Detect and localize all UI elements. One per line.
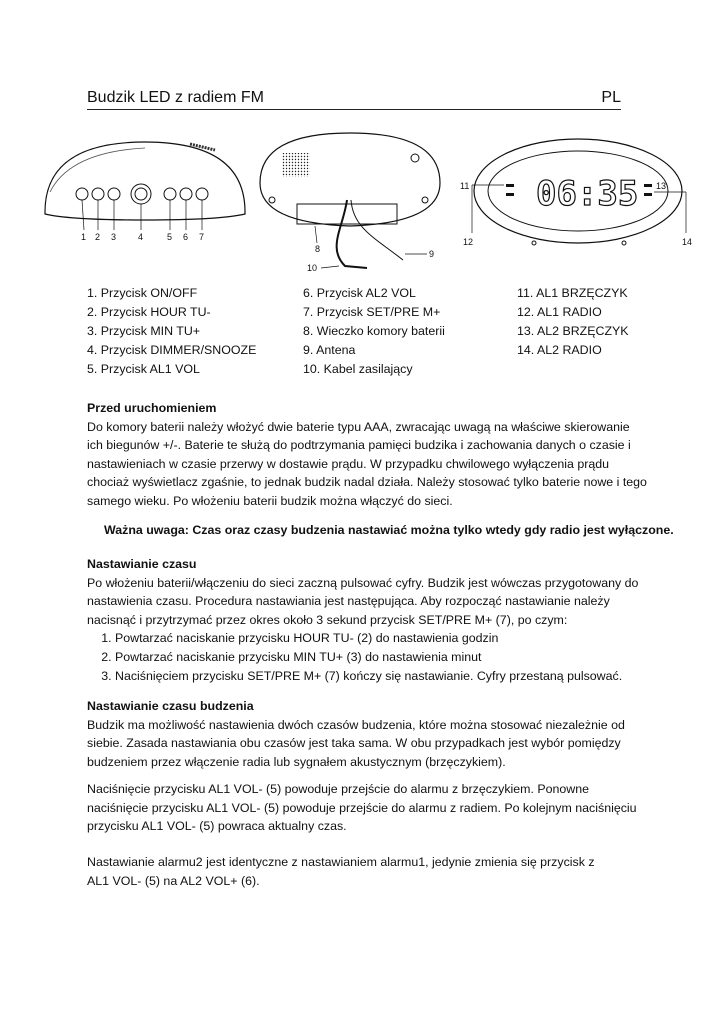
label-10: 10 bbox=[307, 263, 318, 273]
legend-item: 1. Przycisk ON/OFF bbox=[87, 286, 198, 300]
language-code: PL bbox=[601, 89, 621, 106]
important-note: Ważna uwaga: Czas oraz czasy budzenia nastawiać można tylko wtedy gdy radio jest wyłączone. bbox=[104, 523, 674, 537]
section-heading: Nastawianie czasu budzenia bbox=[87, 699, 254, 713]
label-8: 8 bbox=[315, 244, 321, 254]
list-item: 1. Powtarzać naciskanie przycisku HOUR TU- (2) do nastawienia godzin bbox=[115, 629, 647, 648]
legend-item: 14. AL2 RADIO bbox=[517, 343, 602, 357]
label-14: 14 bbox=[682, 237, 693, 247]
legend-item: 13. AL2 BRZĘCZYK bbox=[517, 324, 629, 338]
section-heading: Przed uruchomieniem bbox=[87, 401, 217, 415]
label-4: 4 bbox=[138, 232, 144, 242]
legend-item: 3. Przycisk MIN TU+ bbox=[87, 324, 201, 338]
list-item: 2. Powtarzać naciskanie przycisku MIN TU+ (3) do nastawienia minut bbox=[115, 648, 647, 667]
label-1: 1 bbox=[81, 232, 87, 242]
label-3: 3 bbox=[111, 232, 117, 242]
battery-cover bbox=[297, 204, 397, 224]
front-button-2 bbox=[92, 188, 104, 200]
legend-column-2 bbox=[303, 284, 445, 379]
legend-item: 9. Antena bbox=[303, 343, 356, 357]
legend-item: 11. AL1 BRZĘCZYK bbox=[517, 286, 628, 300]
label-12: 12 bbox=[463, 237, 474, 247]
paragraph-alarm2 bbox=[87, 853, 647, 890]
display-time: 06:35 bbox=[536, 174, 639, 214]
list-item: 3. Naciśnięciem przycisku SET/PRE M+ (7) kończy się nastawianie. Cyfry przestaną pulsować. bbox=[115, 667, 647, 686]
page-header bbox=[87, 89, 621, 110]
legend-item: 6. Przycisk AL2 VOL bbox=[303, 286, 416, 300]
label-2: 2 bbox=[95, 232, 101, 242]
label-13: 13 bbox=[656, 181, 667, 191]
legend-item: 4. Przycisk DIMMER/SNOOZE bbox=[87, 343, 257, 357]
paragraph-line: AL1 VOL- (5) na AL2 VOL+ (6). bbox=[87, 873, 260, 888]
front-view-figure bbox=[40, 132, 250, 247]
section-heading: Nastawianie czasu bbox=[87, 557, 197, 571]
front-button-4 bbox=[131, 184, 151, 204]
legend-item: 2. Przycisk HOUR TU- bbox=[87, 305, 211, 319]
paragraph: Do komory baterii należy włożyć dwie baterie typu AAA, zwracając uwagą na właściwe skierowanie ich biegunów +/-. Baterie te służą do podtrzymania pamięci budzika i zachowania danych o czasie i nastawieniach w czasie przerwy w dostawie prądu. W przypadku chwilowego wyłączenia prądu chociaż wyświetlacz zgaśnie, to jednak budzik nadal działa. Należy stosować tylko baterie nowe i tego samego wieku. Po włożeniu baterii budzik można włączyć do sieci. bbox=[87, 419, 647, 508]
legend-item: 12. AL1 RADIO bbox=[517, 305, 602, 319]
front-button-3 bbox=[108, 188, 120, 200]
legend-item: 10. Kabel zasilający bbox=[303, 362, 413, 376]
front-button-5 bbox=[164, 188, 176, 200]
label-6: 6 bbox=[183, 232, 189, 242]
steps-list bbox=[87, 629, 647, 685]
section-before-use bbox=[87, 399, 647, 511]
paragraph-line: Nastawianie alarmu2 jest identyczne z nastawianiem alarmu1, jedynie zmienia się przycisk z bbox=[87, 855, 595, 869]
front-button-7 bbox=[196, 188, 208, 200]
display-view-figure bbox=[458, 137, 698, 252]
section-time-setting bbox=[87, 555, 647, 685]
back-view-figure bbox=[255, 128, 455, 278]
section-alarm-setting bbox=[87, 697, 647, 771]
front-button-6 bbox=[180, 188, 192, 200]
front-button-1 bbox=[76, 188, 88, 200]
paragraph: Po włożeniu baterii/włączeniu do sieci zaczną pulsować cyfry. Budzik jest wówczas przygotowany do nastawienia czasu. Procedura nastawiania jest następująca. Aby rozpocząć nastawianie należy nacisnąć i przytrzymać przez okres około 3 sekund przycisk SET/PRE M+ (7), po czym: bbox=[87, 575, 639, 627]
document-title: Budzik LED z radiem FM bbox=[87, 89, 264, 106]
paragraph: Budzik ma możliwość nastawienia dwóch czasów budzenia, które można stosować niezależnie od siebie. Zasada nastawiania obu czasów jest taka sama. W obu przypadkach jest wybór pomiędzy budzeniem przez włączenie radia lub sygnałem akustycznym (brzęczykiem). bbox=[87, 717, 625, 769]
legend-item: 7. Przycisk SET/PRE M+ bbox=[303, 305, 441, 319]
legend-item: 5. Przycisk AL1 VOL bbox=[87, 362, 200, 376]
label-7: 7 bbox=[199, 232, 205, 242]
label-11: 11 bbox=[460, 181, 470, 191]
paragraph: Naciśnięcie przycisku AL1 VOL- (5) powoduje przejście do alarmu z brzęczykiem. Ponowne naciśnięcie przycisku AL1 VOL- (5) powoduje przejście do alarmu z radiem. Po kolejnym naciśnięciu przycisku AL1 VOL- (5) powraca aktualny czas. bbox=[87, 782, 637, 834]
label-9: 9 bbox=[429, 249, 435, 259]
label-5: 5 bbox=[167, 232, 173, 242]
legend-column-3 bbox=[517, 284, 629, 360]
legend-item: 8. Wieczko komory baterii bbox=[303, 324, 445, 338]
legend-column-1 bbox=[87, 284, 256, 379]
